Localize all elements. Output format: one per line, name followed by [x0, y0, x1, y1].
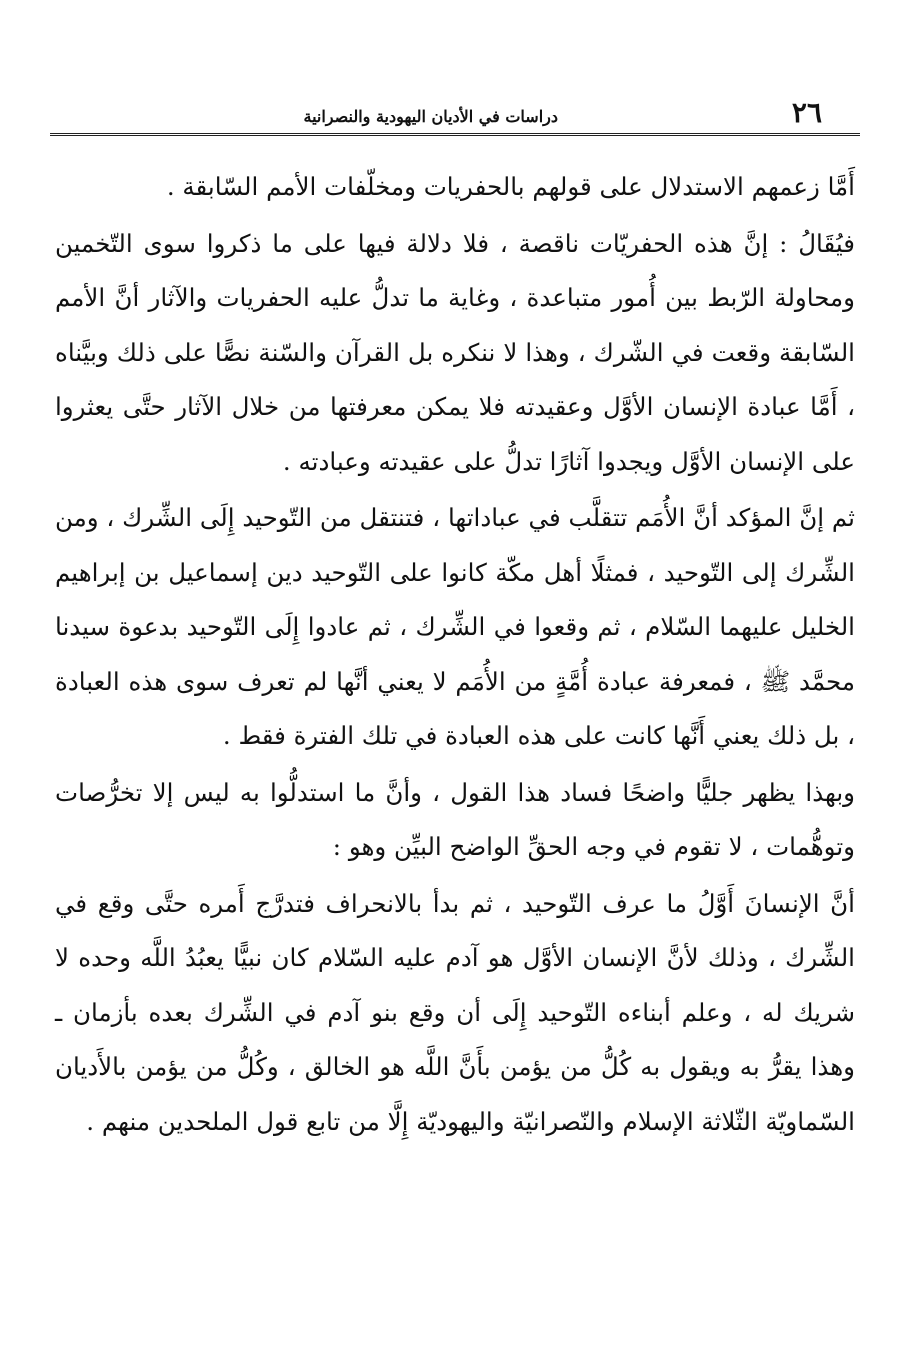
paragraph-3: ثم إنَّ المؤكد أنَّ الأُمَم تتقلَّب في عباداتها ، فتنتقل من التّوحيد إِلَى الشِّرك ، ومن الشِّرك إلى التّوحيد ، فمثلًا أهل مكّة كانوا على التّوحيد دين إسماعيل بن إبراهيم الخليل عليهما السّلام ، ثم وقعوا في الشِّرك ، ثم عادوا إِلَى التّوحيد بدعوة سيدنا محمَّد ﷺ ، فمعرفة عبادة أُمَّةٍ من الأُمَم لا يعني أنَّها لم تعرف سوى هذه العبادة ، بل ذلك يعني أَنَّها كانت على هذه العبادة في تلك الفترة فقط .: [55, 503, 855, 750]
page-header: [50, 96, 860, 136]
header-rule: [50, 133, 860, 136]
paragraph-1: أَمَّا زعمهم الاستدلال على قولهم بالحفريات ومخلّفات الأمم السّابقة .: [166, 172, 855, 201]
page-number: ٢٦: [791, 96, 822, 129]
paragraph-5: أنَّ الإنسانَ أَوَّلُ ما عرف التّوحيد ، ثم بدأ بالانحراف فتدرَّج أَمره حتَّى وقع في الشِّرك ، وذلك لأنَّ الإنسان الأوَّل هو آدم عليه السّلام كان نبيًّا يعبُدُ اللَّه وحده لا شريك له ، وعلم أبناءه التّوحيد إِلَى أن وقع بنو آدم في الشِّرك بعده بأزمان ـ وهذا يقرُّ به ويقول به كُلُّ من يؤمن بأَنَّ اللَّه هو الخالق ، وكُلُّ من يؤمن بالأَديان السّماويّة الثّلاثة الإسلام والنّصرانيّة واليهوديّة إِلَّا من تابع قول الملحدين منهم .: [55, 888, 855, 1136]
paragraph-4: وبهذا يظهر جليًّا واضحًا فساد هذا القول ، وأنَّ ما استدلُّوا به ليس إلا تخرُّصات وتوهُّمات ، لا تقوم في وجه الحقِّ الواضح البيِّن وهو :: [55, 777, 855, 861]
running-title: دراسات في الأديان اليهودية والنصرانية: [303, 107, 558, 126]
paragraph-2: فيُقَالُ : إنَّ هذه الحفريّات ناقصة ، فلا دلالة فيها على ما ذكروا سوى التّخمين ومحاولة الرّبط بين أُمور متباعدة ، وغاية ما تدلُّ عليه الحفريات والآثار أنَّ الأمم السّابقة وقعت في الشّرك ، وهذا لا ننكره بل القرآن والسّنة نصًّا على ذلك وبيَّناه ، أَمَّا عبادة الإنسان الأوَّل وعقيدته فلا يمكن معرفتها من خلال الآثار حتَّى يعثروا على الإنسان الأوَّل ويجدوا آثارًا تدلُّ على عقيدته وعبادته .: [55, 228, 855, 476]
body-text: [55, 160, 855, 1149]
